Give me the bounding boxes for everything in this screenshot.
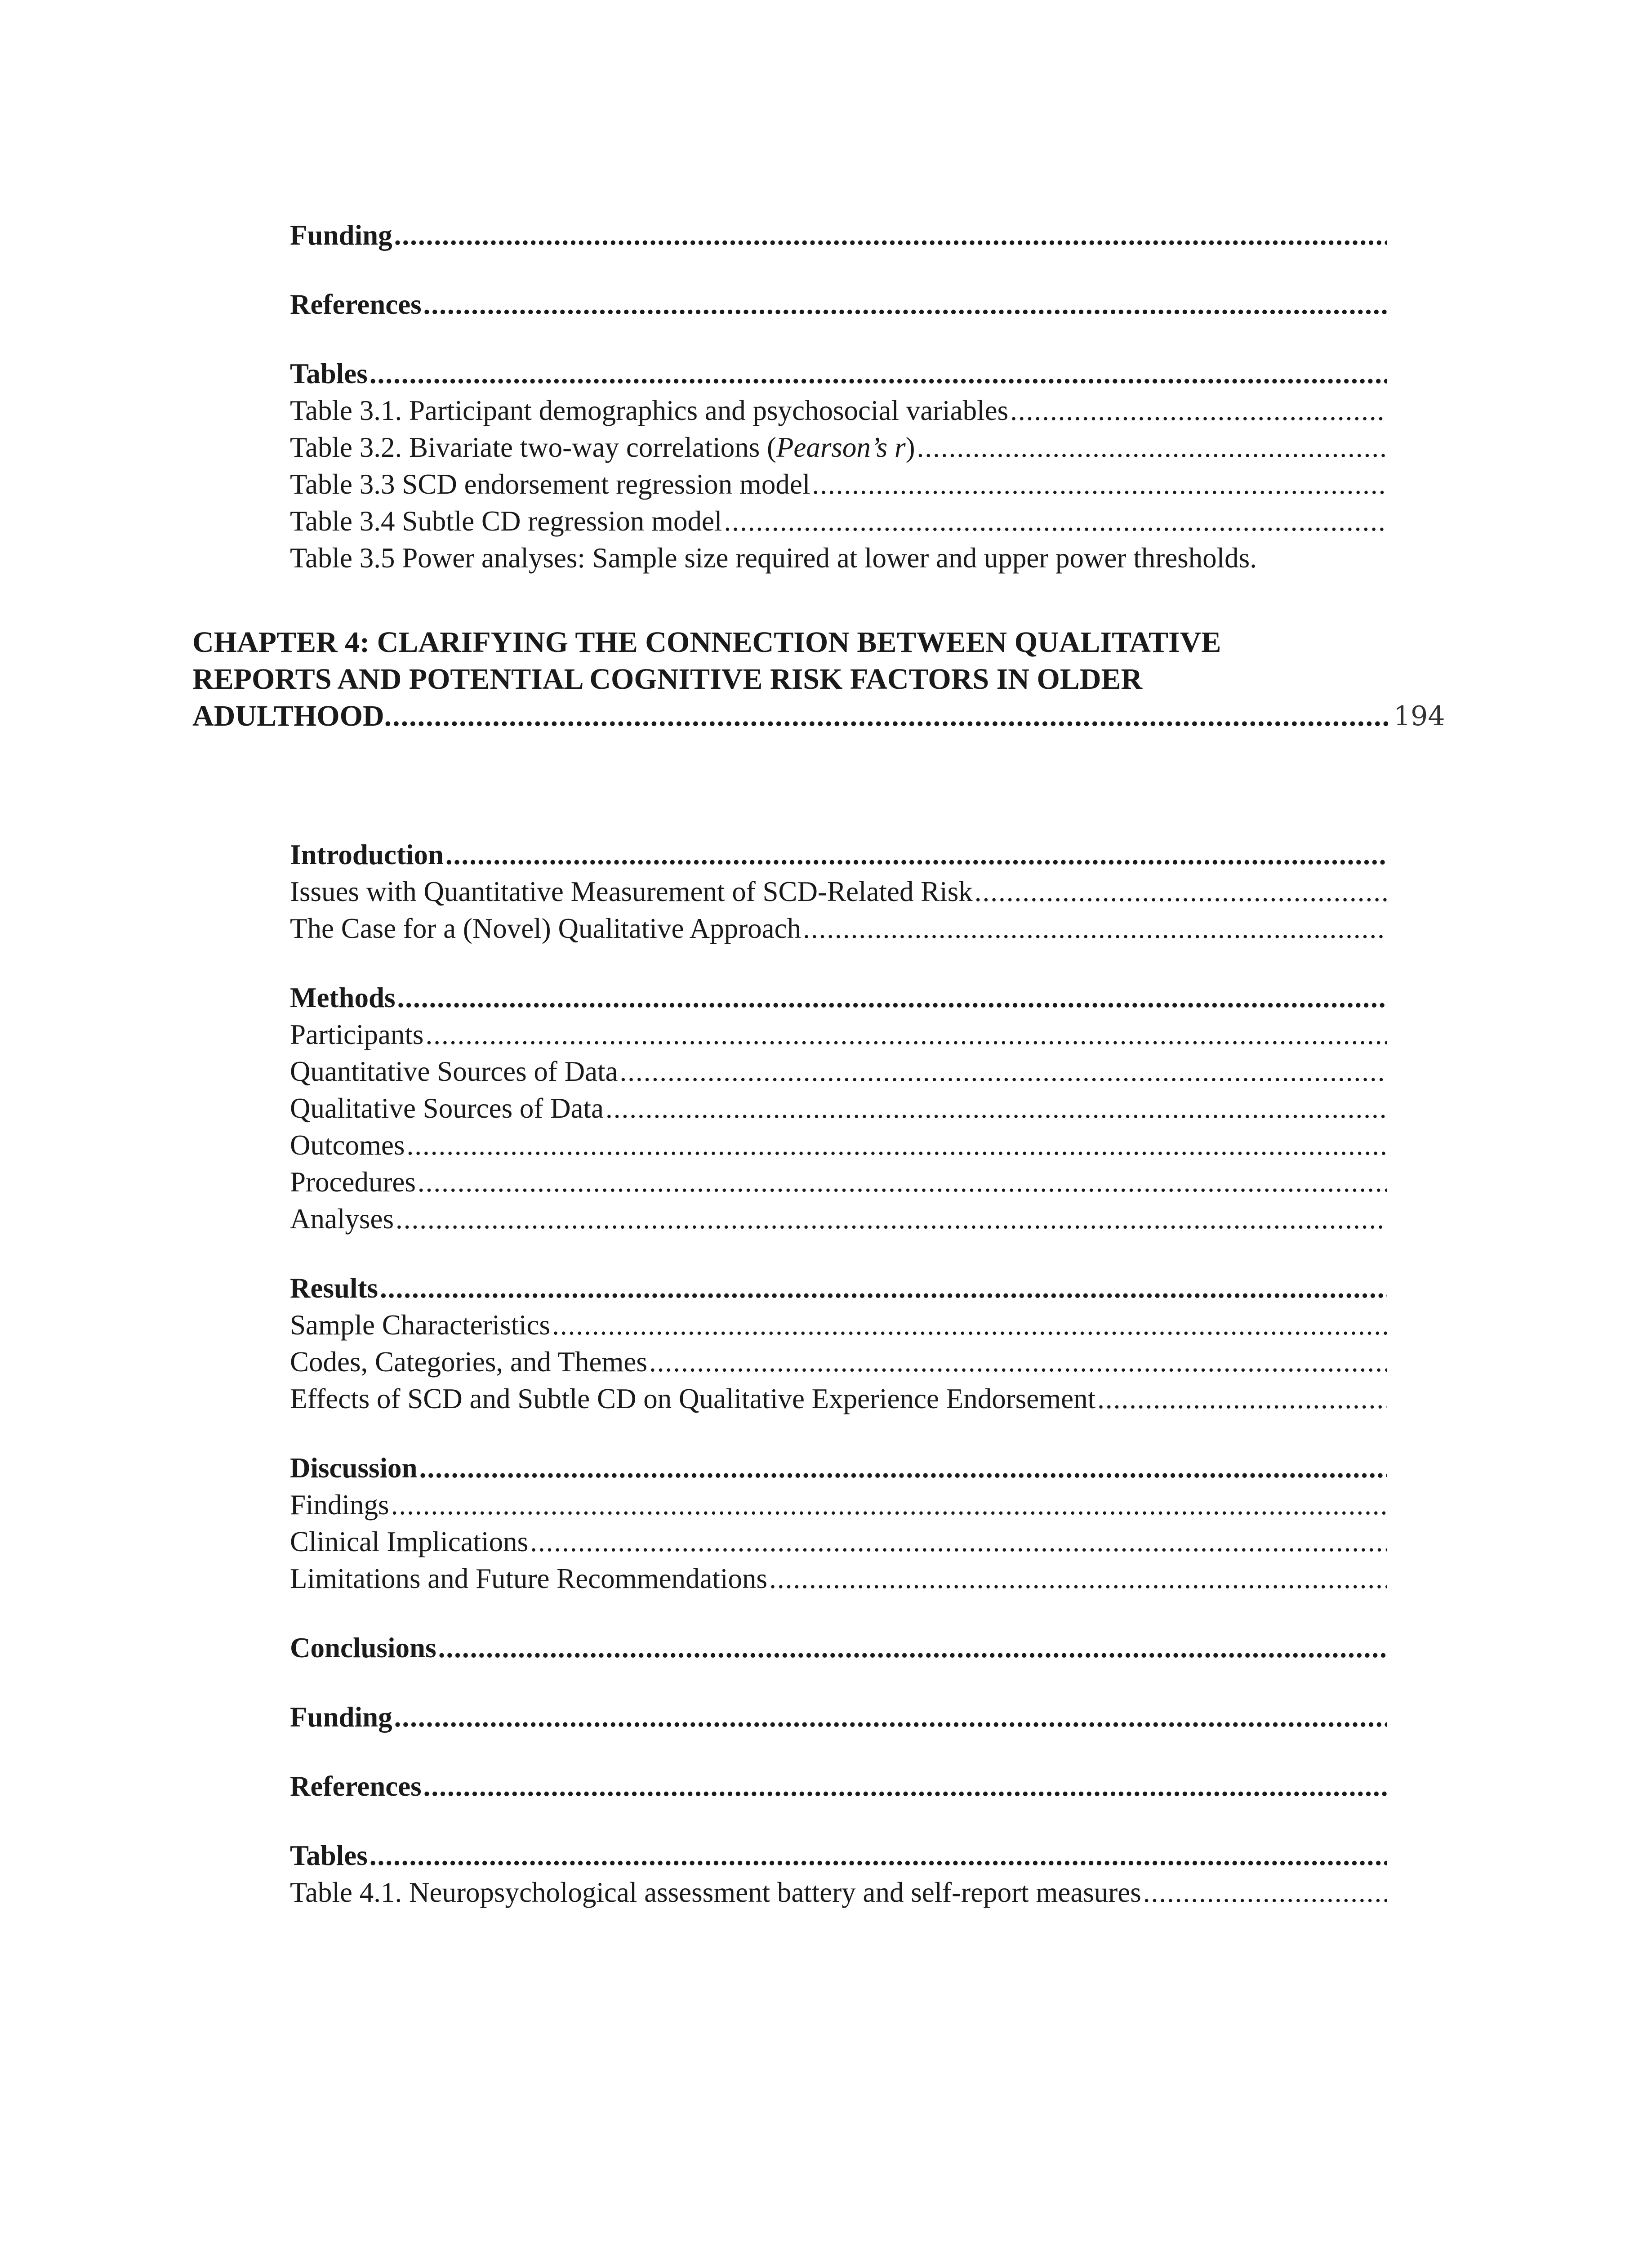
toc-item-label: Procedures (290, 1166, 416, 1198)
leader-dots (394, 1699, 1387, 1735)
chapter-title-end: ADULTHOOD (192, 700, 384, 732)
leader-dots (438, 1629, 1387, 1666)
leader-dots (530, 1523, 1387, 1560)
toc-heading: Tables (290, 1840, 368, 1871)
toc-item-label-start: Table 3.2. Bivariate two-way correlations ( (290, 432, 776, 463)
toc-item-label: Findings (290, 1489, 389, 1521)
leader-dots (419, 1450, 1387, 1486)
toc-heading: Funding (290, 219, 392, 251)
leader-dots (425, 1016, 1387, 1053)
toc-heading: Results (290, 1272, 378, 1304)
toc-heading: Discussion (290, 1452, 418, 1484)
leader-dots (803, 910, 1387, 947)
toc-entry-references-ch3[interactable] (290, 286, 1387, 323)
toc-entry-results[interactable] (290, 1270, 1387, 1307)
leader-dots (769, 1560, 1387, 1597)
leader-dots (620, 1053, 1387, 1090)
toc-item-label: Table 3.5 Power analyses: Sample size required at lower and upper power thresholds. (290, 542, 1257, 574)
leader-dots (396, 1200, 1387, 1237)
toc-item-label (290, 429, 917, 466)
toc-item-label: Issues with Quantitative Measurement of SCD-Related Risk (290, 876, 973, 907)
toc-entry-methods-1[interactable] (290, 1016, 1387, 1053)
leader-dots (975, 873, 1387, 910)
toc-chapter-4-heading[interactable] (192, 624, 1388, 735)
toc-entry-table-3-3[interactable] (290, 466, 1387, 503)
toc-entry-introduction[interactable] (290, 836, 1387, 873)
leader-dots (724, 503, 1387, 540)
toc-entry-methods-6[interactable] (290, 1200, 1387, 1237)
leader-dots (391, 1486, 1387, 1523)
toc-entry-results-1[interactable] (290, 1307, 1387, 1343)
toc-item-label: Quantitative Sources of Data (290, 1056, 618, 1087)
toc-entry-table-3-1[interactable] (290, 392, 1387, 429)
leader-dots (1097, 1380, 1387, 1417)
toc-heading: Tables (290, 358, 368, 389)
toc-item-label: Table 3.4 Subtle CD regression model (290, 505, 722, 537)
leader-dots (370, 1837, 1387, 1874)
leader-dots (394, 217, 1387, 254)
toc-entry-table-3-5[interactable] (290, 540, 1387, 576)
toc-item-label: Participants (290, 1019, 424, 1050)
toc-item-label: Table 3.1. Participant demographics and psychosocial variables (290, 395, 1009, 426)
leader-dots (812, 466, 1387, 503)
toc-item-label: Clinical Implications (290, 1526, 529, 1557)
toc-entry-methods-2[interactable] (290, 1053, 1387, 1090)
toc-item-label: Effects of SCD and Subtle CD on Qualitative Experience Endorsement (290, 1383, 1096, 1414)
toc-entry-discussion-1[interactable] (290, 1486, 1387, 1523)
leader-dots (606, 1090, 1387, 1127)
chapter-title-line-3 (192, 698, 1388, 735)
toc-entry-intro-2[interactable] (290, 910, 1387, 947)
toc-entry-table-3-4[interactable] (290, 503, 1387, 540)
toc-heading: Conclusions (290, 1632, 436, 1664)
toc-entry-references-ch4[interactable] (290, 1768, 1387, 1805)
toc-item-label-end: ) (905, 432, 915, 463)
toc-item-label: Codes, Categories, and Themes (290, 1346, 647, 1378)
leader-dots (370, 355, 1387, 392)
leader-dots (1010, 392, 1387, 429)
toc-entry-intro-1[interactable] (290, 873, 1387, 910)
toc-entry-discussion[interactable] (290, 1450, 1387, 1486)
toc-entry-tables-ch4[interactable] (290, 1837, 1387, 1874)
toc-item-label: Analyses (290, 1203, 394, 1235)
leader-dots (445, 836, 1387, 873)
leader-dots (418, 1164, 1387, 1200)
toc-entry-methods[interactable] (290, 979, 1387, 1016)
toc-item-label: Table 3.3 SCD endorsement regression model (290, 468, 810, 500)
toc-entry-results-3[interactable] (290, 1380, 1387, 1417)
toc-item-label: The Case for a (Novel) Qualitative Approach (290, 913, 802, 944)
toc-entry-methods-5[interactable] (290, 1164, 1387, 1200)
toc-entry-methods-4[interactable] (290, 1127, 1387, 1164)
toc-entry-funding-ch3[interactable] (290, 217, 1387, 254)
toc-heading: Funding (290, 1701, 392, 1733)
chapter-title-line-2: REPORTS AND POTENTIAL COGNITIVE RISK FACTORS IN OLDER (192, 663, 1143, 696)
toc-entry-discussion-2[interactable] (290, 1523, 1387, 1560)
toc-entry-methods-3[interactable] (290, 1090, 1387, 1127)
leader-dots (423, 286, 1387, 323)
toc-item-label: Outcomes (290, 1129, 405, 1161)
toc-heading: References (290, 1771, 422, 1802)
toc-heading: References (290, 289, 422, 320)
toc-entry-funding-ch4[interactable] (290, 1699, 1387, 1735)
toc-item-label: Qualitative Sources of Data (290, 1093, 604, 1124)
toc-heading: Methods (290, 982, 396, 1013)
leader-dots (1143, 1874, 1387, 1911)
leader-dots (917, 429, 1387, 466)
toc-entry-discussion-3[interactable] (290, 1560, 1387, 1597)
toc-entry-table-3-2[interactable] (290, 429, 1387, 466)
toc-item-label: Limitations and Future Recommendations (290, 1563, 768, 1594)
leader-dots (423, 1768, 1387, 1805)
toc-entry-results-2[interactable] (290, 1343, 1387, 1380)
toc-item-label: Sample Characteristics (290, 1309, 551, 1341)
chapter-title-line-1: CHAPTER 4: CLARIFYING THE CONNECTION BETWEEN QUALITATIVE (192, 626, 1221, 659)
toc-heading: Introduction (290, 839, 444, 870)
toc-entry-table-4-1[interactable] (290, 1874, 1387, 1911)
chapter-4-page-number: 194 (1394, 700, 1445, 732)
leader-dots (380, 1270, 1387, 1307)
leader-dots (649, 1343, 1387, 1380)
leader-dots (384, 698, 1388, 735)
leader-dots (552, 1307, 1387, 1343)
leader-dots (397, 979, 1387, 1016)
toc-item-label: Table 4.1. Neuropsychological assessment battery and self-report measures (290, 1877, 1141, 1908)
toc-item-italic: Pearson’s r (776, 432, 906, 463)
leader-dots (406, 1127, 1387, 1164)
toc-entry-conclusions[interactable] (290, 1629, 1387, 1666)
toc-entry-tables-ch3[interactable] (290, 355, 1387, 392)
